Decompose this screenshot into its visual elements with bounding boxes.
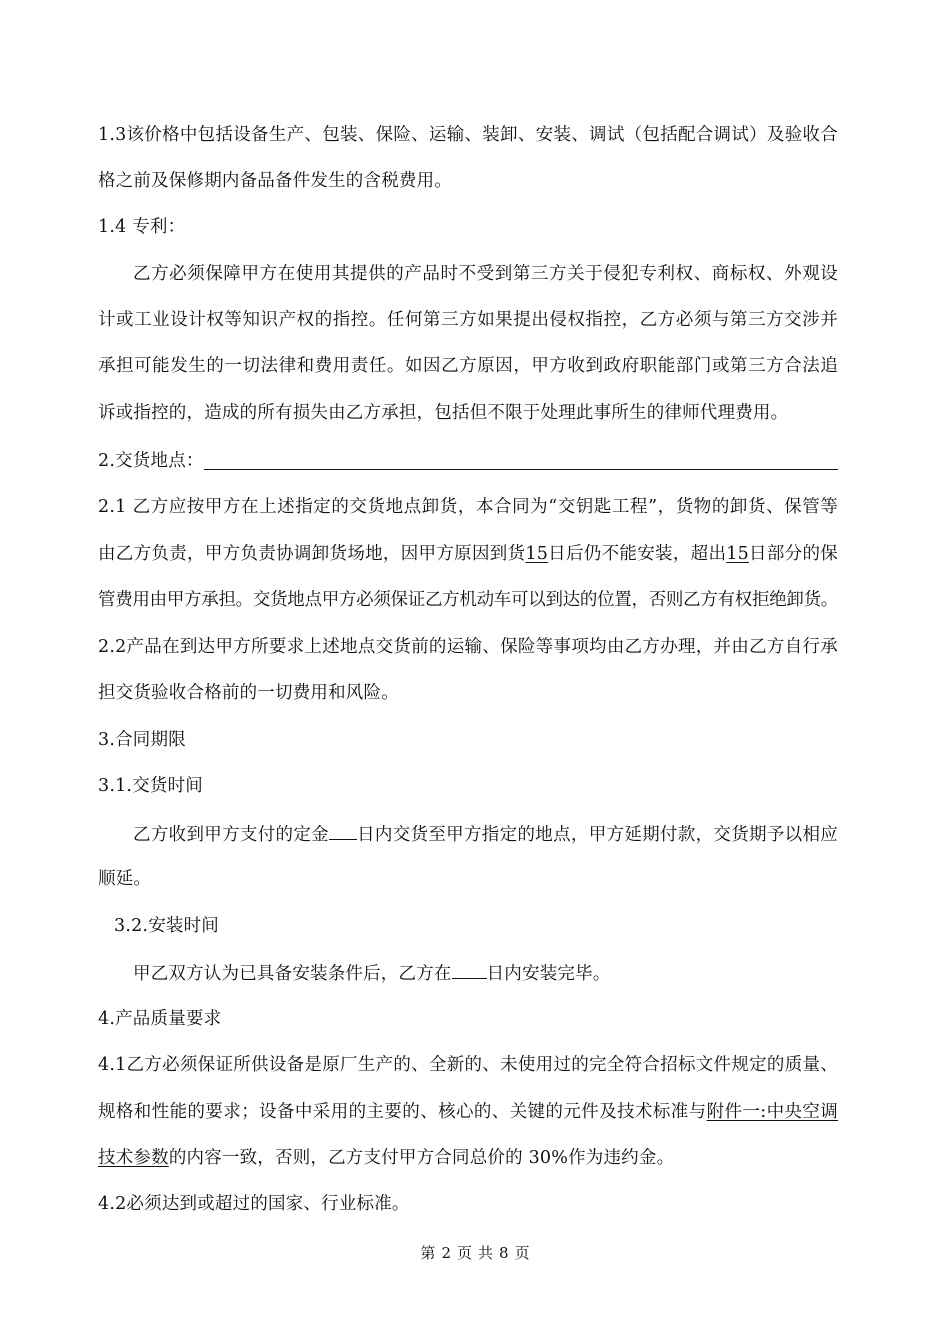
patent-paragraph-line-2: 计或工业设计权等知识产权的指控。任何第三方如果提出侵权指控，乙方必须与第三方交涉并	[98, 310, 838, 330]
clause-2-1-line-2	[98, 542, 838, 566]
clause-3-2-heading: 3.2.安装时间	[114, 916, 219, 936]
clause-4-1-text-a: 规格和性能的要求；设备中采用的主要的、核心的、关键的元件及技术标准与	[98, 1102, 707, 1122]
clause-2-1-line-1: 2.1 乙方应按甲方在上述指定的交货地点卸货，本合同为“交钥匙工程”，货物的卸货、保管等	[98, 497, 838, 517]
clause-3-1-text-a: 乙方收到甲方支付的定金	[133, 825, 329, 845]
clause-2-1-text-a: 由乙方负责，甲方负责协调卸货场地，因甲方原因到货	[98, 544, 526, 564]
section-3-heading: 3.合同期限	[98, 730, 186, 750]
clause-2-2-line-2: 担交货验收合格前的一切费用和风险。	[98, 683, 399, 703]
page-footer	[0, 1243, 950, 1263]
delivery-days-blank	[329, 821, 357, 840]
clause-3-2-line-1	[133, 960, 611, 986]
clause-3-1-line-1	[133, 821, 838, 847]
clause-1-3-line-1: 1.3该价格中包括设备生产、包装、保险、运输、装卸、安装、调试（包括配合调试）及验收合	[98, 125, 838, 145]
patent-paragraph-line-4: 诉或指控的，造成的所有损失由乙方承担，包括但不限于处理此事所生的律师代理费用。	[98, 403, 789, 423]
clause-3-1-text-b: 日内交货至甲方指定的地点，甲方延期付款，交货期予以相应	[356, 825, 839, 845]
clause-3-1-line-2: 顺延。	[98, 869, 152, 889]
clause-2-2-line-1: 2.2产品在到达甲方所要求上述地点交货前的运输、保险等事项均由乙方办理，并由乙方自行承	[98, 637, 838, 657]
footer-gong: 共	[478, 1244, 494, 1262]
footer-di: 第	[420, 1244, 436, 1262]
storage-days-value-2: 15	[726, 544, 749, 564]
footer-ye: 页	[456, 1244, 472, 1262]
clause-1-4-heading: 1.4 专利：	[98, 217, 186, 237]
attachment-reference-b: 技术参数	[98, 1148, 169, 1168]
delivery-location-label: 2.交货地点：	[98, 451, 204, 471]
attachment-reference-a: 附件一:中央空调	[706, 1102, 838, 1122]
clause-1-3-line-2: 格之前及保修期内备品备件发生的含税费用。	[98, 171, 452, 191]
section-4-heading: 4.产品质量要求	[98, 1009, 222, 1029]
patent-paragraph-line-3: 承担可能发生的一切法律和费用责任。如因乙方原因，甲方收到政府职能部门或第三方合法追	[98, 356, 838, 376]
clause-2-1-text-b: 日后仍不能安装，超出	[548, 544, 727, 564]
patent-paragraph-line-1: 乙方必须保障甲方在使用其提供的产品时不受到第三方关于侵犯专利权、商标权、外观设	[133, 264, 838, 284]
storage-days-value-1: 15	[525, 544, 549, 564]
clause-4-1-line-2	[98, 1100, 838, 1124]
clause-4-1-line-1: 4.1乙方必须保证所供设备是原厂生产的、全新的、未使用过的完全符合招标文件规定的质量、	[98, 1055, 838, 1075]
clause-2-1-line-3: 管费用由甲方承担。交货地点甲方必须保证乙方机动车可以到达的位置，否则乙方有权拒绝卸货。	[98, 590, 838, 610]
total-pages: 8	[499, 1244, 509, 1262]
clause-4-1-text-b: 的内容一致，否则，乙方支付甲方合同总价的 30%作为违约金。	[168, 1148, 675, 1168]
clause-2-1-text-c: 日部分的保	[748, 544, 838, 564]
delivery-location-blank	[204, 469, 838, 470]
installation-days-blank	[452, 960, 487, 979]
footer-ye-2: 页	[514, 1244, 530, 1262]
clause-4-2-line-1: 4.2必须达到或超过的国家、行业标准。	[98, 1194, 410, 1214]
page-number: 2	[441, 1244, 451, 1262]
clause-3-1-heading: 3.1.交货时间	[98, 776, 203, 796]
clause-4-1-line-3	[98, 1146, 674, 1170]
clause-3-2-text-a: 甲乙双方认为已具备安装条件后，乙方在	[133, 964, 452, 984]
clause-3-2-text-b: 日内安装完毕。	[486, 964, 611, 984]
